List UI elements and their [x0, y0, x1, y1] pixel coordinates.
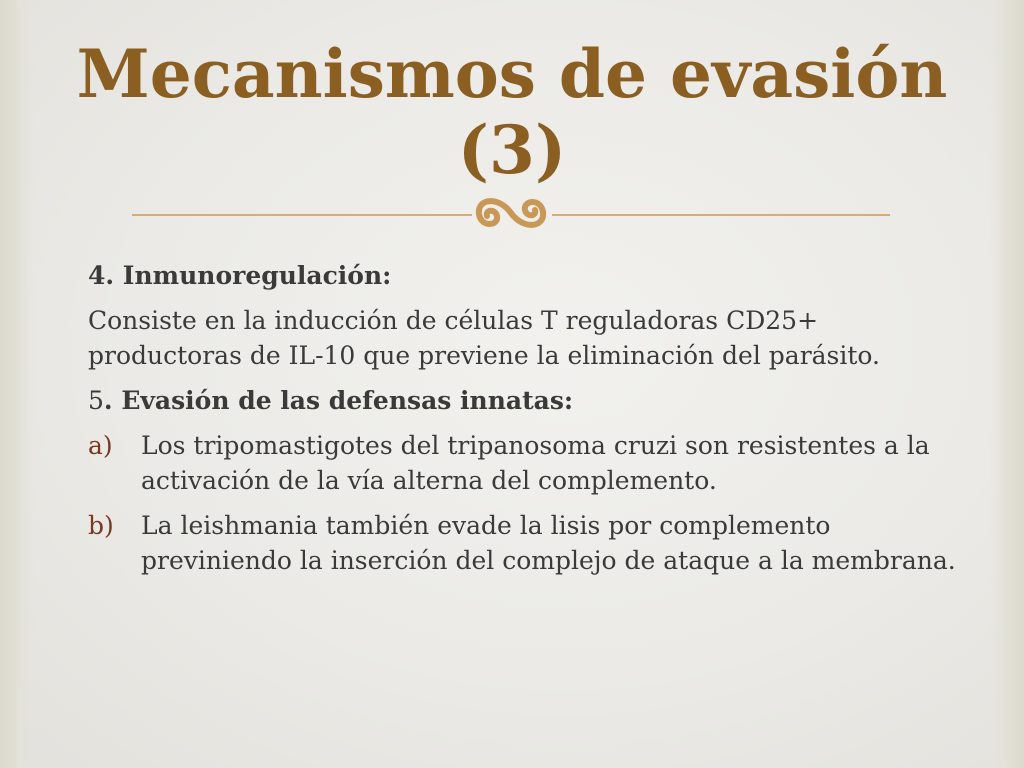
list-item — [88, 508, 958, 578]
section-heading-number: 5 — [88, 386, 104, 415]
list-item — [88, 428, 958, 498]
slide-left-border — [0, 0, 34, 768]
list-marker: a) — [88, 431, 113, 460]
section-heading-evasion — [88, 383, 958, 418]
scroll-ornament-icon — [471, 186, 551, 240]
list-marker: b) — [88, 511, 114, 540]
title-divider-left — [132, 214, 472, 216]
section-heading-label: . Evasión de las defensas innatas: — [103, 386, 574, 415]
evasion-list — [88, 428, 958, 578]
list-item-text: La leishmania también evade la lisis por complemento previniendo la inserción del complejo de ataque a la membrana. — [141, 511, 956, 575]
slide-right-border — [990, 0, 1024, 768]
slide-body — [88, 258, 958, 588]
list-item-text: Los tripomastigotes del tripanosoma cruzi son resistentes a la activación de la vía alterna del complemento. — [141, 431, 930, 495]
title-divider-right — [552, 214, 890, 216]
section-text-inmunoregulacion: Consiste en la inducción de células T reguladoras CD25+ productoras de IL-10 que previene la eliminación del parásito. — [88, 306, 880, 370]
section-heading-inmunoregulacion: 4. Inmunoregulación: — [88, 261, 392, 290]
slide-title: Mecanismos de evasión (3) — [76, 35, 948, 189]
